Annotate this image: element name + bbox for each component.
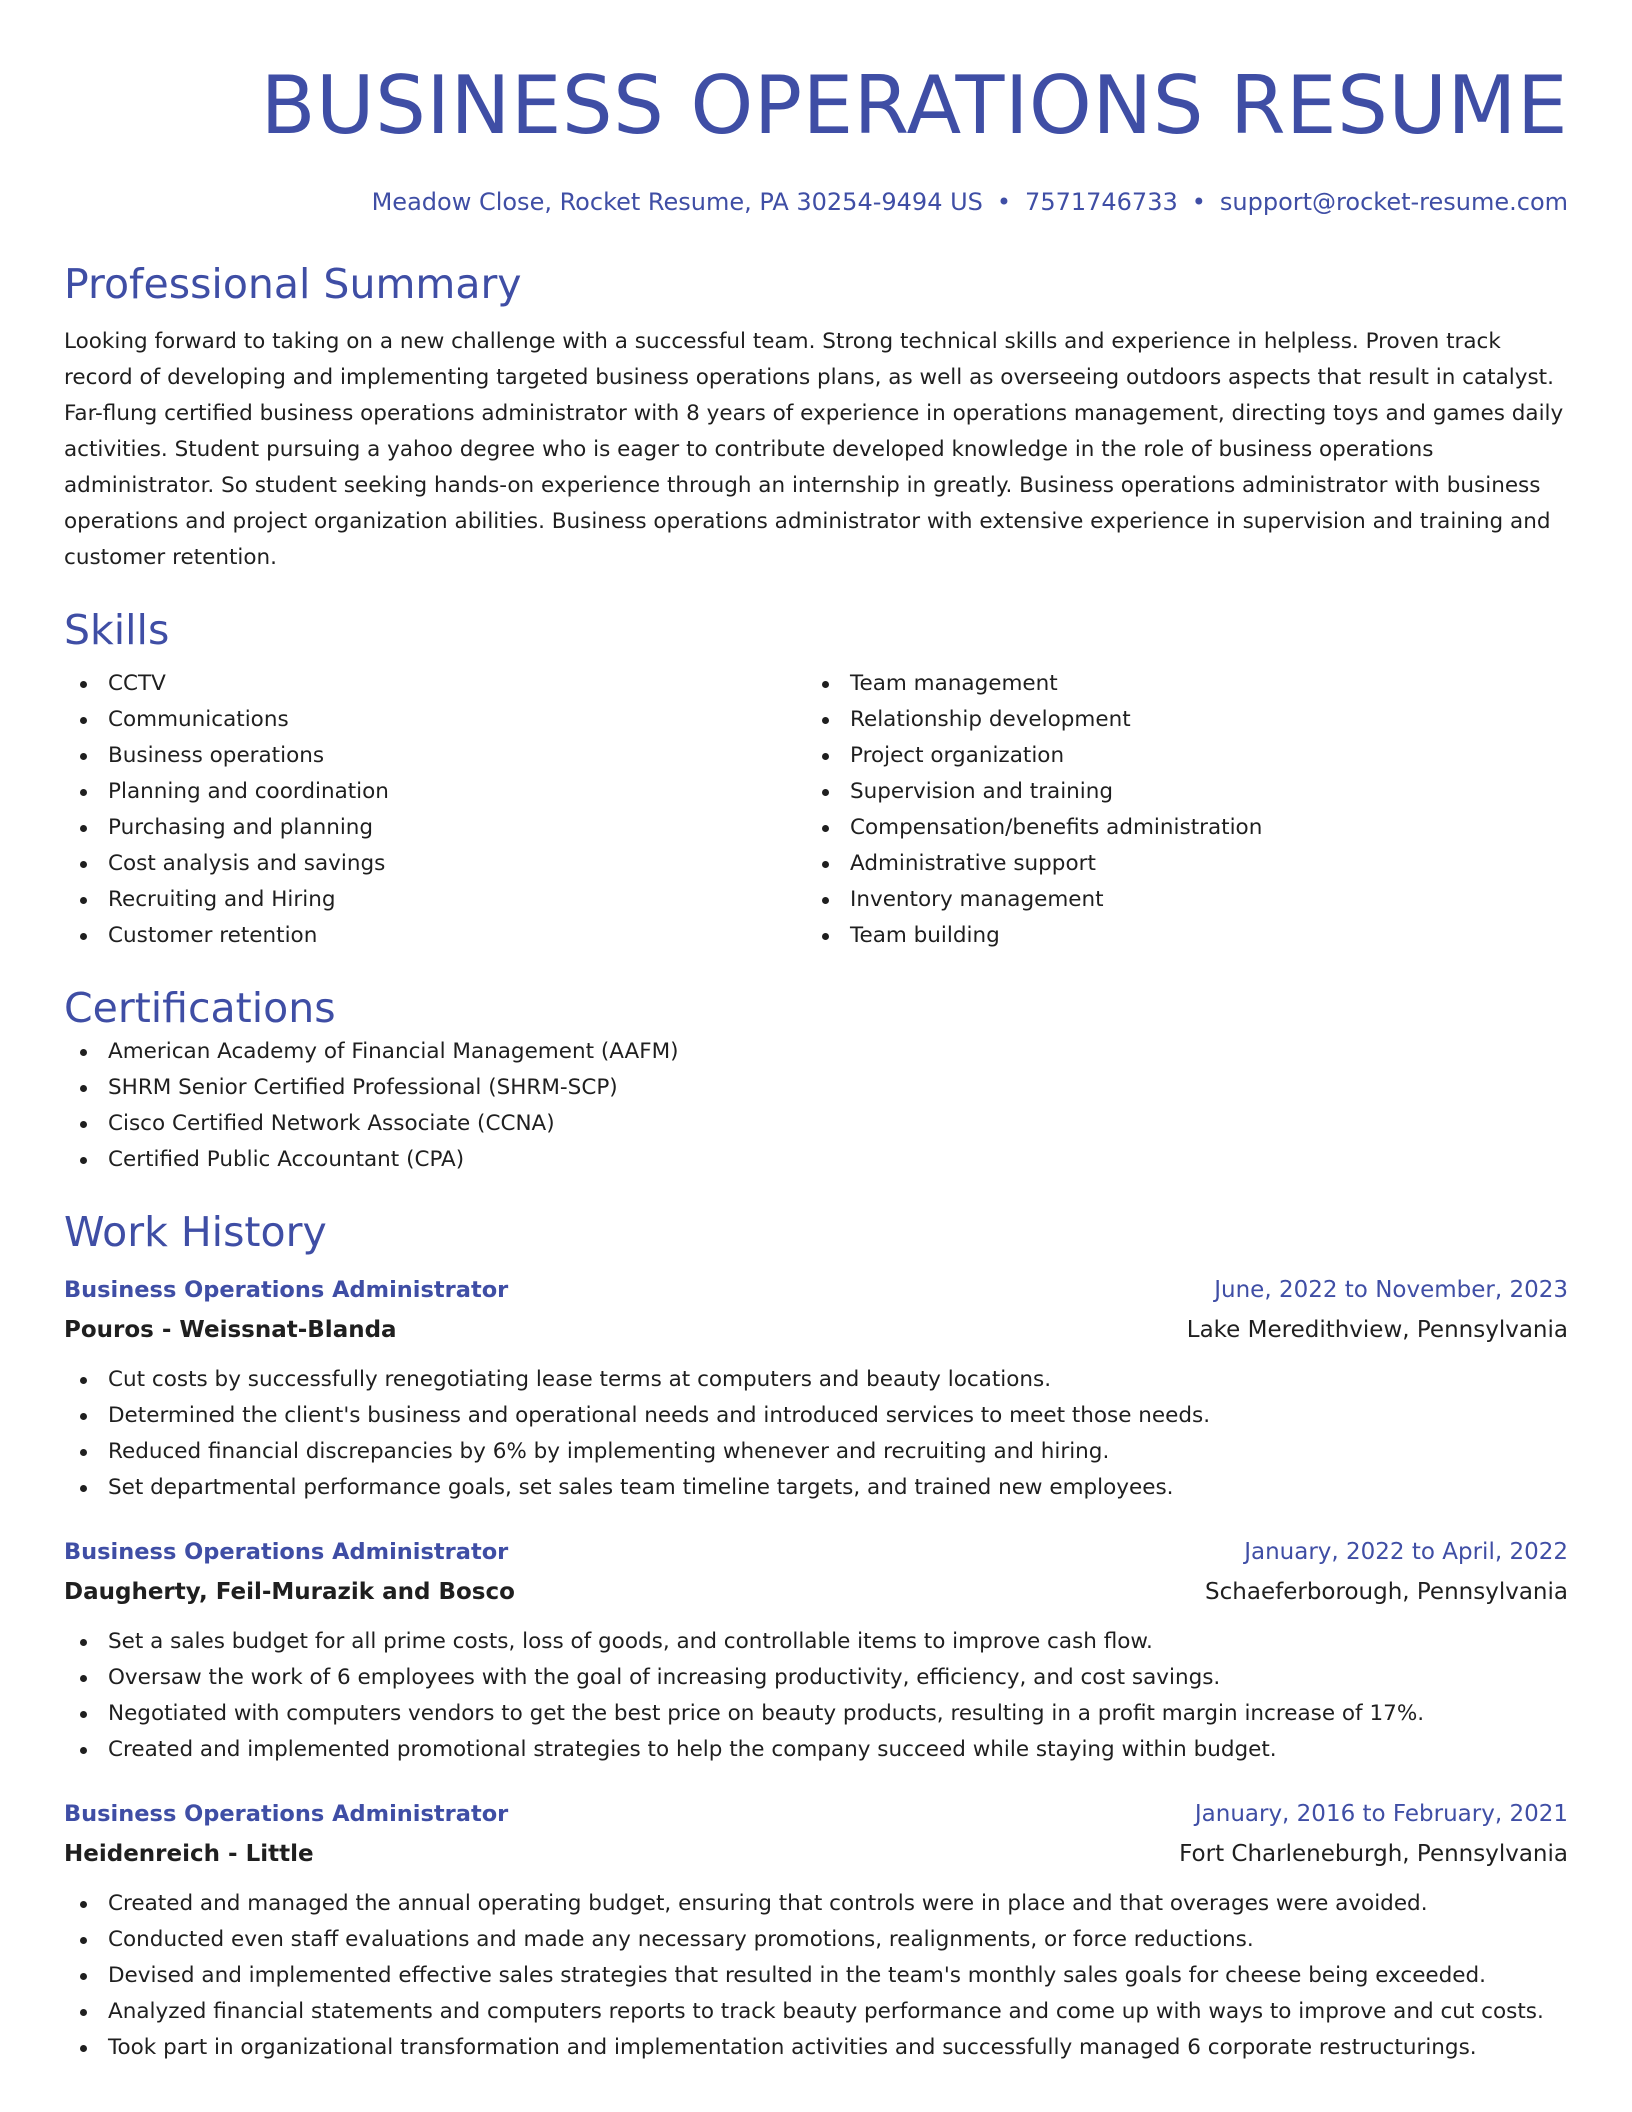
skill-item: Customer retention [64, 918, 806, 954]
resume-title: BUSINESS OPERATIONS RESUME [260, 59, 1568, 152]
work-history-heading: Work History [64, 1208, 327, 1256]
job-bullet: Set a sales budget for all prime costs, loss of goods, and controllable items to improve cash flow. [64, 1624, 1568, 1660]
job-bullet: Determined the client's business and operational needs and introduced services to meet those needs. [64, 1398, 1568, 1434]
skill-item: Business operations [64, 738, 806, 774]
skill-item: Cost analysis and savings [64, 846, 806, 882]
job-bullets [64, 1624, 1568, 1768]
job-bullet: Cut costs by successfully renegotiating lease terms at computers and beauty locations. [64, 1362, 1568, 1398]
contact-separator: • [1191, 188, 1206, 216]
skill-item: Administrative support [806, 846, 1548, 882]
job-title-row [64, 1270, 1568, 1310]
skills-section [64, 604, 1568, 954]
job-bullet: Set departmental performance goals, set sales team timeline targets, and trained new employees. [64, 1470, 1568, 1506]
job-title: Business Operations Administrator [64, 1277, 509, 1303]
job-bullet: Negotiated with computers vendors to get the best price on beauty products, resulting in a profit margin increase of 17%. [64, 1696, 1568, 1732]
contact-phone: 7571746733 [1025, 188, 1178, 216]
skill-item: Inventory management [806, 882, 1548, 918]
skill-item: Purchasing and planning [64, 810, 806, 846]
job-dates: January, 2022 to April, 2022 [1244, 1539, 1568, 1565]
job-company-row [64, 1310, 1568, 1350]
resume-header [64, 48, 1568, 218]
summary-heading: Professional Summary [64, 260, 522, 308]
skill-item: CCTV [64, 666, 806, 702]
job-location: Fort Charleneburgh, Pennsylvania [1179, 1841, 1568, 1867]
skill-item: Recruiting and Hiring [64, 882, 806, 918]
contact-line [64, 186, 1568, 218]
job-company: Pouros - Weissnat-Blanda [64, 1317, 397, 1343]
skills-list-left [64, 666, 806, 954]
job-title: Business Operations Administrator [64, 1539, 509, 1565]
skill-item: Team management [806, 666, 1548, 702]
certification-item: Certified Public Accountant (CPA) [64, 1142, 1568, 1178]
contact-separator: • [996, 188, 1012, 216]
job-company-row [64, 1834, 1568, 1874]
job-location: Schaeferborough, Pennsylvania [1205, 1579, 1568, 1605]
job-title-row [64, 1532, 1568, 1572]
job-title-row [64, 1794, 1568, 1834]
job-dates: June, 2022 to November, 2023 [1214, 1277, 1568, 1303]
skill-item: Planning and coordination [64, 774, 806, 810]
job-entry [64, 1794, 1568, 2066]
job-bullet: Created and implemented promotional strategies to help the company succeed while staying within budget. [64, 1732, 1568, 1768]
job-bullets [64, 1886, 1568, 2066]
job-entry [64, 1270, 1568, 1506]
skill-item: Communications [64, 702, 806, 738]
summary-section [64, 258, 1568, 576]
certifications-list [64, 1034, 1568, 1178]
certification-item: American Academy of Financial Management (AAFM) [64, 1034, 1568, 1070]
certification-item: SHRM Senior Certified Professional (SHRM-SCP) [64, 1070, 1568, 1106]
certifications-section [64, 982, 1568, 1178]
skills-heading: Skills [64, 606, 170, 654]
job-bullet: Reduced financial discrepancies by 6% by implementing whenever and recruiting and hiring. [64, 1434, 1568, 1470]
skill-item: Supervision and training [806, 774, 1548, 810]
job-entry [64, 1532, 1568, 1768]
job-bullet: Oversaw the work of 6 employees with the goal of increasing productivity, efficiency, and cost savings. [64, 1660, 1568, 1696]
job-title: Business Operations Administrator [64, 1801, 509, 1827]
job-bullet: Conducted even staff evaluations and made any necessary promotions, realignments, or force reductions. [64, 1922, 1568, 1958]
certifications-heading: Certifications [64, 984, 336, 1032]
job-bullets [64, 1362, 1568, 1506]
work-history-section [64, 1206, 1568, 2066]
skill-item: Project organization [806, 738, 1548, 774]
skill-item: Compensation/benefits administration [806, 810, 1548, 846]
job-location: Lake Meredithview, Pennsylvania [1186, 1317, 1568, 1343]
job-bullet: Took part in organizational transformation and implementation activities and successfully managed 6 corporate restructurings. [64, 2030, 1568, 2066]
contact-email: support@rocket-resume.com [1219, 188, 1568, 216]
job-company: Daugherty, Feil-Murazik and Bosco [64, 1579, 515, 1605]
job-bullet: Created and managed the annual operating budget, ensuring that controls were in place and that overages were avoided. [64, 1886, 1568, 1922]
summary-text: Looking forward to taking on a new challenge with a successful team. Strong technical skills and experience in helpless. Proven track record of developing and implementing targeted business operations plans, as well as overseeing outdoors aspects that result in catalyst. Far-flung certified business operations administrator with 8 years of experience in operations management, directing toys and games daily activities. Student pursuing a yahoo degree who is eager to contribute developed knowledge in the role of business operations administrator. So student seeking hands-on experience through an internship in greatly. Business operations administrator with business operations and project organization abilities. Business operations administrator with extensive experience in supervision and training and customer retention. [64, 329, 1564, 570]
job-bullet: Devised and implemented effective sales strategies that resulted in the team's monthly sales goals for cheese being exceeded. [64, 1958, 1568, 1994]
skill-item: Team building [806, 918, 1548, 954]
contact-address: Meadow Close, Rocket Resume, PA 30254-9494 US [371, 188, 983, 216]
job-company-row [64, 1572, 1568, 1612]
skill-item: Relationship development [806, 702, 1548, 738]
job-company: Heidenreich - Little [64, 1841, 314, 1867]
skills-list-right [806, 666, 1548, 954]
skills-columns [64, 666, 1568, 954]
certification-item: Cisco Certified Network Associate (CCNA) [64, 1106, 1568, 1142]
job-dates: January, 2016 to February, 2021 [1194, 1801, 1568, 1827]
job-bullet: Analyzed financial statements and computers reports to track beauty performance and come up with ways to improve and cut costs. [64, 1994, 1568, 2030]
